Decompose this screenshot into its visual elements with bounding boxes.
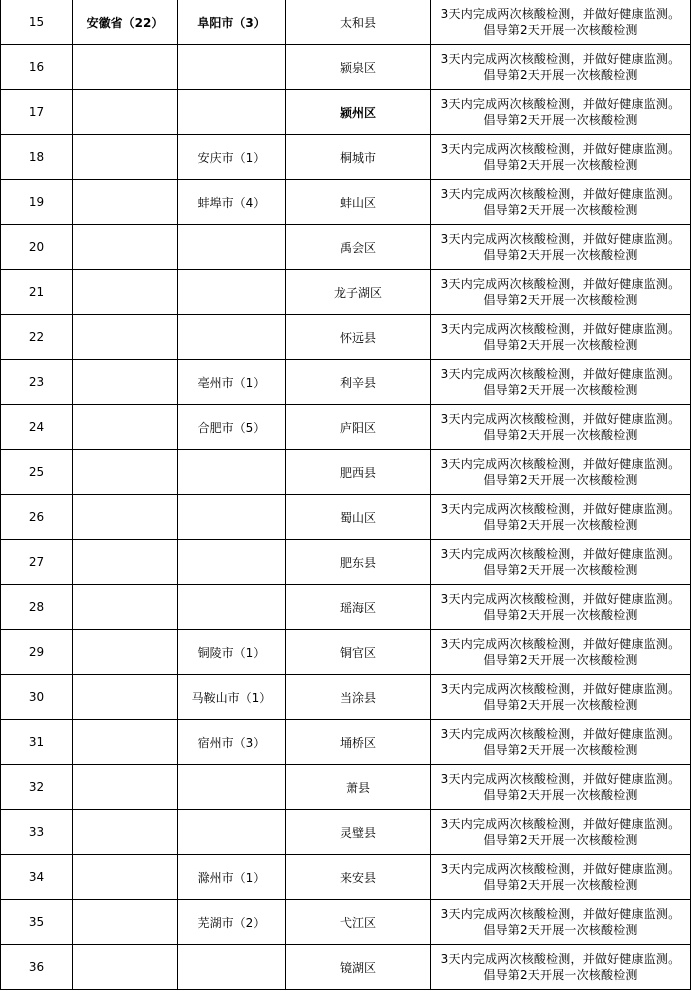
measure-cell <box>431 675 691 720</box>
row-number: 33 <box>1 810 73 855</box>
row-number: 19 <box>1 180 73 225</box>
row-number: 29 <box>1 630 73 675</box>
district-cell: 蜀山区 <box>286 495 431 540</box>
table-row <box>1 765 691 810</box>
province-cell <box>73 810 178 855</box>
measure-line-2: 倡导第2天开展一次核酸检测 <box>483 563 638 577</box>
table-body <box>1 0 691 990</box>
city-cell <box>178 450 286 495</box>
table-row <box>1 45 691 90</box>
measure-cell <box>431 225 691 270</box>
measure-line-2: 倡导第2天开展一次核酸检测 <box>483 518 638 532</box>
measure-cell <box>431 855 691 900</box>
measure-cell <box>431 315 691 360</box>
row-number: 27 <box>1 540 73 585</box>
measure-line-1: 3天内完成两次核酸检测，并做好健康监测。 <box>440 412 681 426</box>
district-cell: 颍泉区 <box>286 45 431 90</box>
measure-line-2: 倡导第2天开展一次核酸检测 <box>483 203 638 217</box>
measure-line-1: 3天内完成两次核酸检测，并做好健康监测。 <box>440 187 681 201</box>
province-cell <box>73 765 178 810</box>
city-cell: 安庆市（1） <box>178 135 286 180</box>
province-cell <box>73 540 178 585</box>
measure-cell <box>431 765 691 810</box>
measure-line-2: 倡导第2天开展一次核酸检测 <box>483 833 638 847</box>
table-row <box>1 720 691 765</box>
district-cell: 颍州区 <box>286 90 431 135</box>
row-number: 16 <box>1 45 73 90</box>
measure-line-2: 倡导第2天开展一次核酸检测 <box>483 113 638 127</box>
district-cell: 镜湖区 <box>286 945 431 990</box>
district-cell: 桐城市 <box>286 135 431 180</box>
measure-line-2: 倡导第2天开展一次核酸检测 <box>483 653 638 667</box>
measure-line-2: 倡导第2天开展一次核酸检测 <box>483 158 638 172</box>
district-cell: 利辛县 <box>286 360 431 405</box>
measure-line-1: 3天内完成两次核酸检测，并做好健康监测。 <box>440 232 681 246</box>
measure-line-2: 倡导第2天开展一次核酸检测 <box>483 698 638 712</box>
measure-cell <box>431 540 691 585</box>
city-cell <box>178 45 286 90</box>
measure-line-1: 3天内完成两次核酸检测，并做好健康监测。 <box>440 772 681 786</box>
province-cell <box>73 270 178 315</box>
measure-cell <box>431 495 691 540</box>
city-cell <box>178 90 286 135</box>
city-cell <box>178 810 286 855</box>
table-row <box>1 855 691 900</box>
table-row <box>1 360 691 405</box>
row-number: 25 <box>1 450 73 495</box>
measure-line-1: 3天内完成两次核酸检测，并做好健康监测。 <box>440 817 681 831</box>
province-cell <box>73 180 178 225</box>
province-cell <box>73 720 178 765</box>
district-cell: 弋江区 <box>286 900 431 945</box>
row-number: 17 <box>1 90 73 135</box>
measure-line-2: 倡导第2天开展一次核酸检测 <box>483 743 638 757</box>
city-cell <box>178 945 286 990</box>
measure-cell <box>431 405 691 450</box>
city-cell <box>178 225 286 270</box>
measure-line-1: 3天内完成两次核酸检测，并做好健康监测。 <box>440 367 681 381</box>
table-row <box>1 900 691 945</box>
city-cell: 铜陵市（1） <box>178 630 286 675</box>
district-cell: 肥西县 <box>286 450 431 495</box>
province-cell: 安徽省（22） <box>73 0 178 45</box>
province-cell <box>73 360 178 405</box>
measure-line-1: 3天内完成两次核酸检测，并做好健康监测。 <box>440 502 681 516</box>
measure-line-2: 倡导第2天开展一次核酸检测 <box>483 788 638 802</box>
row-number: 22 <box>1 315 73 360</box>
city-cell <box>178 765 286 810</box>
row-number: 34 <box>1 855 73 900</box>
measure-line-2: 倡导第2天开展一次核酸检测 <box>483 68 638 82</box>
province-cell <box>73 225 178 270</box>
province-cell <box>73 630 178 675</box>
measure-cell <box>431 270 691 315</box>
table-row <box>1 810 691 855</box>
district-cell: 肥东县 <box>286 540 431 585</box>
city-cell <box>178 270 286 315</box>
measure-line-2: 倡导第2天开展一次核酸检测 <box>483 968 638 982</box>
row-number: 24 <box>1 405 73 450</box>
row-number: 35 <box>1 900 73 945</box>
measure-line-1: 3天内完成两次核酸检测，并做好健康监测。 <box>440 457 681 471</box>
district-cell: 当涂县 <box>286 675 431 720</box>
row-number: 30 <box>1 675 73 720</box>
measure-cell <box>431 900 691 945</box>
table-row <box>1 630 691 675</box>
province-cell <box>73 135 178 180</box>
table-row <box>1 540 691 585</box>
row-number: 26 <box>1 495 73 540</box>
province-cell <box>73 900 178 945</box>
measure-cell <box>431 135 691 180</box>
district-cell: 萧县 <box>286 765 431 810</box>
province-cell <box>73 585 178 630</box>
measure-cell <box>431 90 691 135</box>
table-row <box>1 495 691 540</box>
district-cell: 太和县 <box>286 0 431 45</box>
row-number: 20 <box>1 225 73 270</box>
measure-line-2: 倡导第2天开展一次核酸检测 <box>483 473 638 487</box>
measure-line-1: 3天内完成两次核酸检测，并做好健康监测。 <box>440 322 681 336</box>
table-row <box>1 945 691 990</box>
city-cell: 宿州市（3） <box>178 720 286 765</box>
measure-cell <box>431 180 691 225</box>
district-cell: 庐阳区 <box>286 405 431 450</box>
city-cell <box>178 540 286 585</box>
measure-line-2: 倡导第2天开展一次核酸检测 <box>483 428 638 442</box>
city-cell: 合肥市（5） <box>178 405 286 450</box>
city-cell: 滁州市（1） <box>178 855 286 900</box>
table-row <box>1 270 691 315</box>
table-row <box>1 180 691 225</box>
district-cell: 蚌山区 <box>286 180 431 225</box>
table-row <box>1 675 691 720</box>
measure-line-2: 倡导第2天开展一次核酸检测 <box>483 383 638 397</box>
city-cell <box>178 315 286 360</box>
measure-line-1: 3天内完成两次核酸检测，并做好健康监测。 <box>440 907 681 921</box>
city-cell: 蚌埠市（4） <box>178 180 286 225</box>
district-cell: 埇桥区 <box>286 720 431 765</box>
measure-line-1: 3天内完成两次核酸检测，并做好健康监测。 <box>440 637 681 651</box>
row-number: 28 <box>1 585 73 630</box>
measure-line-1: 3天内完成两次核酸检测，并做好健康监测。 <box>440 592 681 606</box>
measure-line-1: 3天内完成两次核酸检测，并做好健康监测。 <box>440 97 681 111</box>
row-number: 31 <box>1 720 73 765</box>
measure-line-1: 3天内完成两次核酸检测，并做好健康监测。 <box>440 547 681 561</box>
measure-line-2: 倡导第2天开展一次核酸检测 <box>483 23 638 37</box>
district-cell: 禹会区 <box>286 225 431 270</box>
city-cell: 亳州市（1） <box>178 360 286 405</box>
district-cell: 龙子湖区 <box>286 270 431 315</box>
district-cell: 瑶海区 <box>286 585 431 630</box>
province-cell <box>73 90 178 135</box>
measure-cell <box>431 450 691 495</box>
district-cell: 来安县 <box>286 855 431 900</box>
row-number: 36 <box>1 945 73 990</box>
province-cell <box>73 945 178 990</box>
city-cell <box>178 585 286 630</box>
province-cell <box>73 675 178 720</box>
table-row <box>1 405 691 450</box>
district-cell: 铜官区 <box>286 630 431 675</box>
city-cell <box>178 495 286 540</box>
measure-line-2: 倡导第2天开展一次核酸检测 <box>483 608 638 622</box>
measure-cell <box>431 810 691 855</box>
measure-line-1: 3天内完成两次核酸检测，并做好健康监测。 <box>440 862 681 876</box>
province-cell <box>73 450 178 495</box>
measure-line-1: 3天内完成两次核酸检测，并做好健康监测。 <box>440 682 681 696</box>
row-number: 23 <box>1 360 73 405</box>
table-row <box>1 225 691 270</box>
province-cell <box>73 315 178 360</box>
measure-line-2: 倡导第2天开展一次核酸检测 <box>483 923 638 937</box>
measure-line-2: 倡导第2天开展一次核酸检测 <box>483 338 638 352</box>
measure-line-1: 3天内完成两次核酸检测，并做好健康监测。 <box>440 7 681 21</box>
table-row <box>1 90 691 135</box>
measure-line-2: 倡导第2天开展一次核酸检测 <box>483 293 638 307</box>
row-number: 18 <box>1 135 73 180</box>
province-cell <box>73 855 178 900</box>
measure-line-2: 倡导第2天开展一次核酸检测 <box>483 878 638 892</box>
province-cell <box>73 495 178 540</box>
city-cell: 阜阳市（3） <box>178 0 286 45</box>
measure-cell <box>431 630 691 675</box>
table-row <box>1 135 691 180</box>
row-number: 21 <box>1 270 73 315</box>
row-number: 15 <box>1 0 73 45</box>
measure-cell <box>431 360 691 405</box>
city-cell: 芜湖市（2） <box>178 900 286 945</box>
city-cell: 马鞍山市（1） <box>178 675 286 720</box>
table-row <box>1 450 691 495</box>
row-number: 32 <box>1 765 73 810</box>
measure-line-1: 3天内完成两次核酸检测，并做好健康监测。 <box>440 142 681 156</box>
table-row <box>1 315 691 360</box>
measure-cell <box>431 720 691 765</box>
measure-line-1: 3天内完成两次核酸检测，并做好健康监测。 <box>440 52 681 66</box>
province-cell <box>73 405 178 450</box>
table-row <box>1 585 691 630</box>
measure-line-2: 倡导第2天开展一次核酸检测 <box>483 248 638 262</box>
measure-cell <box>431 585 691 630</box>
district-cell: 灵璧县 <box>286 810 431 855</box>
measure-cell <box>431 945 691 990</box>
measure-line-1: 3天内完成两次核酸检测，并做好健康监测。 <box>440 727 681 741</box>
district-cell: 怀远县 <box>286 315 431 360</box>
measure-cell <box>431 0 691 45</box>
table-row <box>1 0 691 45</box>
measure-line-1: 3天内完成两次核酸检测，并做好健康监测。 <box>440 277 681 291</box>
measure-cell <box>431 45 691 90</box>
measure-line-1: 3天内完成两次核酸检测，并做好健康监测。 <box>440 952 681 966</box>
province-cell <box>73 45 178 90</box>
